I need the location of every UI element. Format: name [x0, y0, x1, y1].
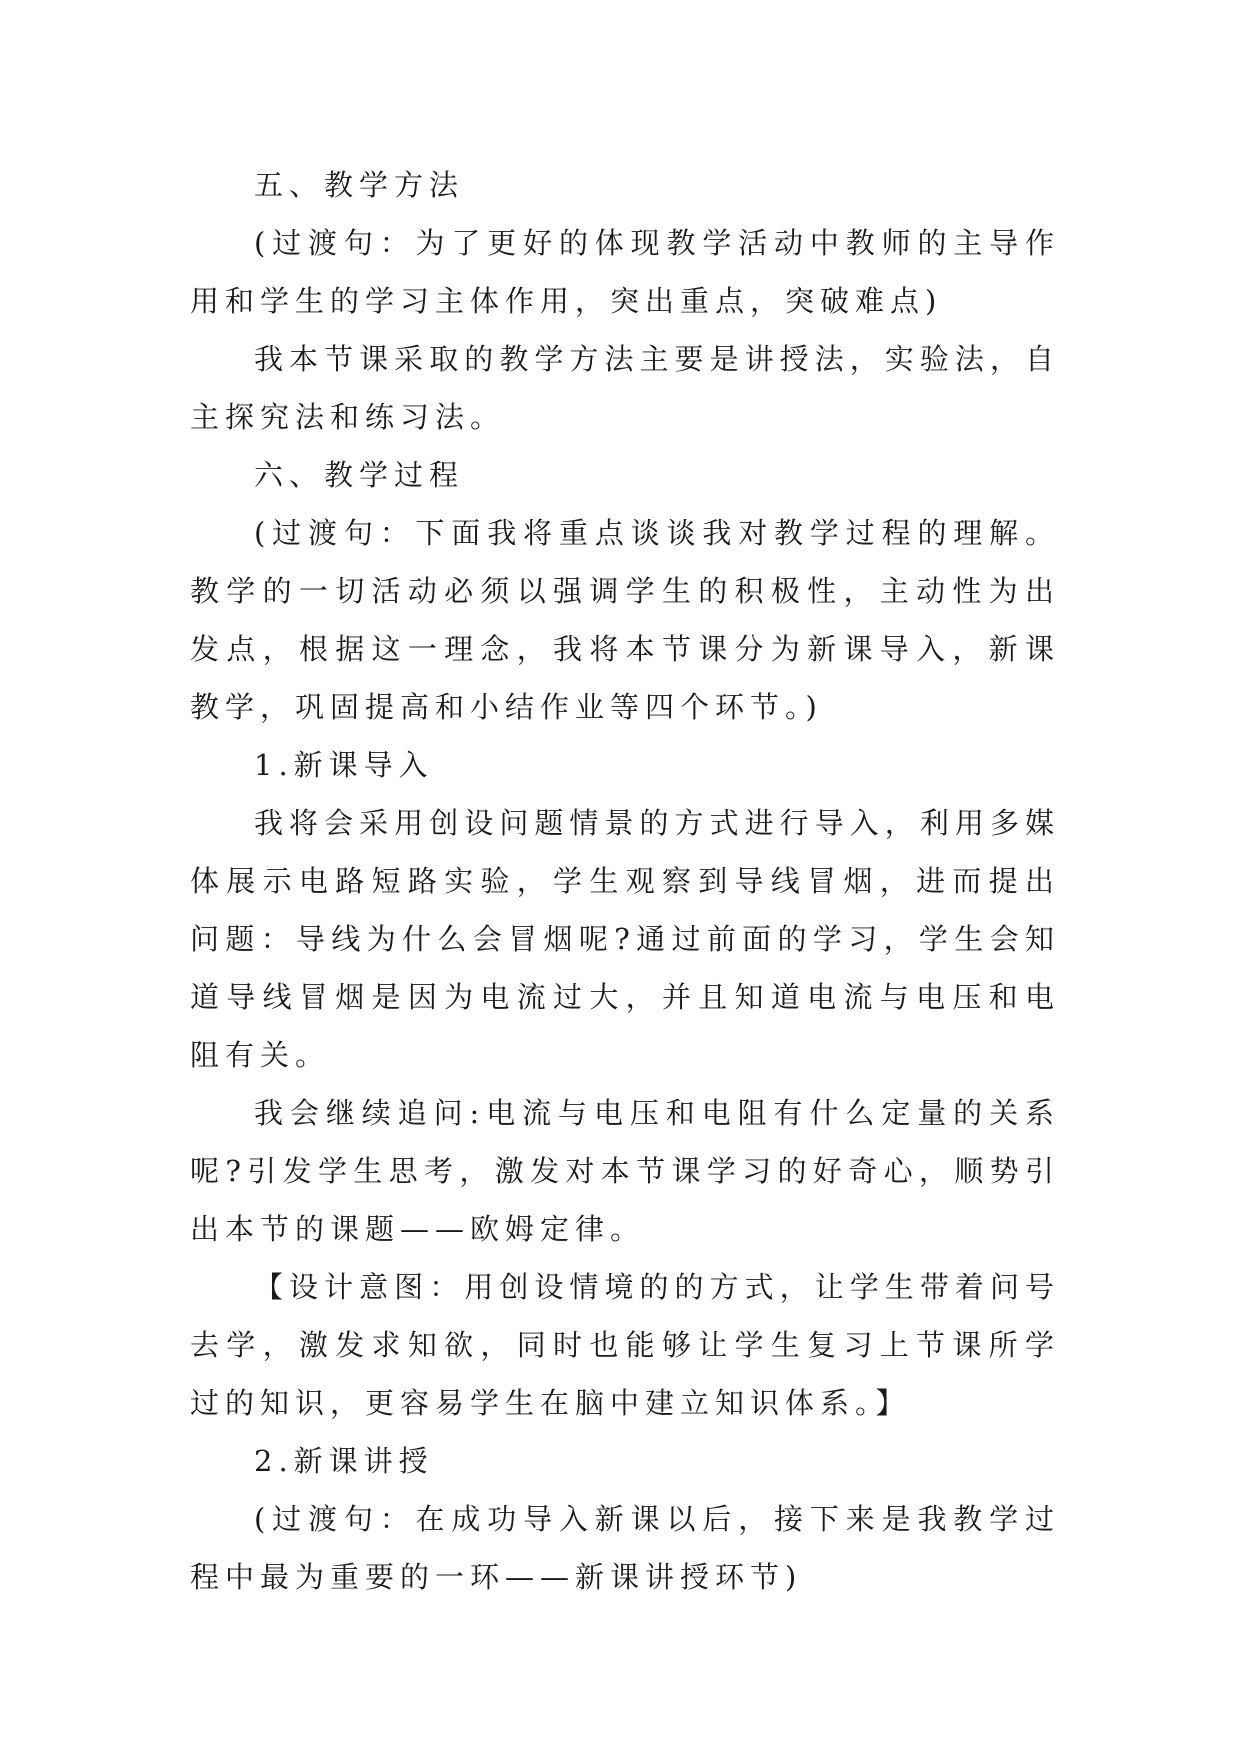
transition-paragraph: (过渡句：在成功导入新课以后，接下来是我教学过程中最为重要的一环——新课讲授环节) [190, 1502, 1060, 1594]
design-intent-paragraph: 【设计意图：用创设情境的的方式，让学生带着问号去学，激发求知欲，同时也能够让学生复习上节课所学过的知识，更容易学生在脑中建立知识体系。】 [190, 1270, 1060, 1420]
section-heading-teaching-methods: 五、教学方法 [254, 168, 465, 202]
document-body [190, 156, 1060, 1606]
transition-paragraph: (过渡句：为了更好的体现教学活动中教师的主导作用和学生的学习主体作用，突出重点，突破难点) [190, 226, 1060, 318]
body-paragraph: 我将会采用创设问题情景的方式进行导入，利用多媒体展示电路短路实验，学生观察到导线冒烟，进而提出问题：导线为什么会冒烟呢?通过前面的学习，学生会知道导线冒烟是因为电流过大，并且知道电流与电压和电阻有关。 [190, 806, 1060, 1072]
subheading-new-lesson-teaching: 2.新课讲授 [254, 1444, 434, 1478]
subheading-new-lesson-intro: 1.新课导入 [254, 748, 434, 782]
body-paragraph: 我会继续追问:电流与电压和电阻有什么定量的关系呢?引发学生思考，激发对本节课学习的好奇心，顺势引出本节的课题——欧姆定律。 [190, 1096, 1060, 1246]
section-heading-teaching-process: 六、教学过程 [254, 458, 465, 492]
body-paragraph: 我本节课采取的教学方法主要是讲授法，实验法，自主探究法和练习法。 [190, 342, 1060, 434]
transition-paragraph: (过渡句：下面我将重点谈谈我对教学过程的理解。教学的一切活动必须以强调学生的积极性，主动性为出发点，根据这一理念，我将本节课分为新课导入，新课教学，巩固提高和小结作业等四个环节。) [190, 516, 1060, 724]
